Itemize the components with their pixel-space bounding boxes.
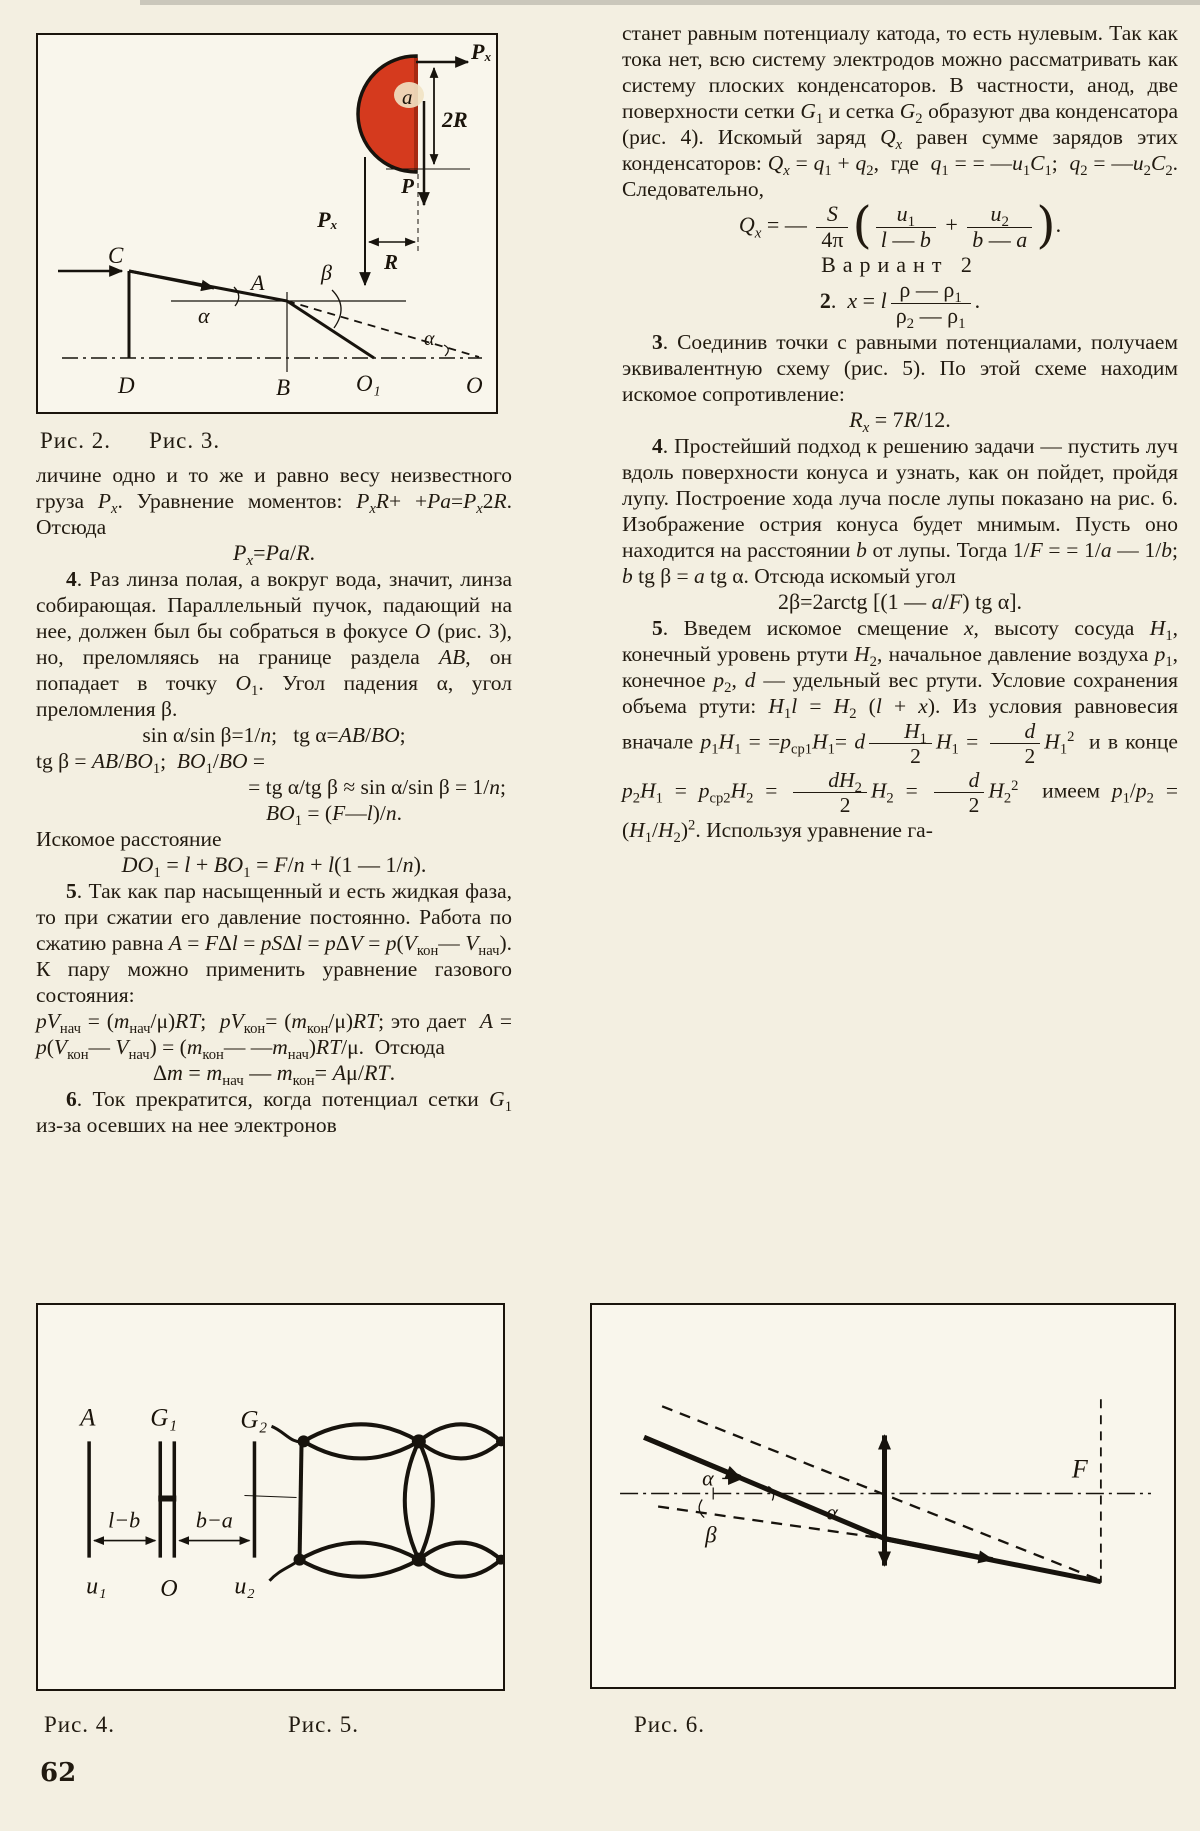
equation-line: = tg α/tg β ≈ sin α/sin β = 1/n; [248,775,506,799]
paragraph: личине одно и то же и равно весу неизвестного груза $P_x$. Уравнение моментов: $P_xR+ +Pa=P_x2R$. Отсюда [36,463,512,539]
paragraph-item-5: 5. Так как пар насыщенный и есть жидкая фаза, то при сжатии его давление постоянно. Работа по сжатию равна $A = F\Delta l = pS\Delta l = p\Delta V = p(V_{кон}—$ $V_{нач}$). К пару можно применить уравнение газового состояния: [36,879,512,1007]
equation-line: $BO_1$ = (F—l)/n. [266,801,402,830]
label-px-top: Pₓ [471,39,492,64]
caption-fig4-text: Рис. 4. [44,1712,116,1737]
refracted-ray-arrowhead [885,1539,993,1560]
label-beta: β [705,1521,717,1548]
alpha-right-arc [444,345,448,356]
caption-fig6-text: Рис. 6. [634,1712,706,1737]
label-r: R [384,250,399,274]
formula-rx: $R_x = 7R/12$. [849,406,951,436]
paragraph-item-4: 4. Простейший подход к решению задачи — пустить луч вдоль поверхности конуса и узнать, как он пойдет, пройдя лупу. Построение хода луча после лупы показано на рис. 6. Изображение острия конуса будет мнимым. Пусть оно находится на расстоянии b от лупы. Тогда 1/F = = 1/a — 1/b; b tg β = a tg α. Отсюда искомый угол [622,433,1178,588]
equation-line: tg $\beta = AB/BO_1$; $BO_1/BO$ = [36,749,266,778]
label-p: P [401,174,414,198]
red-half-disk [358,56,416,172]
label-plate-g1: G₁ [150,1404,178,1432]
label-b-minus-a: b−a [195,1507,233,1533]
formula-px: $P_x=Pa/R$. [232,540,316,570]
callout-line [244,1495,296,1497]
label-alpha-top: α [702,1465,714,1491]
label-f: F [1071,1454,1088,1484]
caption-fig5 [288,1712,359,1738]
paragraph-item-5: 5. Введем искомое смещение x, высоту сосуда $H_1$, конечный уровень ртути $H_2$, начальное давление воздуха $p_1$, конечное $p_2$, d — удельный вес ртути. Условие сохранения объема ртути: $H_1l = H_2$ (l + x). Из условия равновесия вначале $p_1H_1 = =p_{ср1}H_1= d$ $\frac{H_1}{2}$ $H_1$ = $\frac{d}{2}$ $H_1^2$ и в конце $p_2H_1 = p_{ср2}H_2$ = $\frac{dH_2}{2}$ $H_2$ = $\frac{d}{2}$ $H_2^2$ имеем $p_1/p_2 = (H_1/H_2)^2$. Используя уравнение га- [622,615,1179,846]
label-plate-a: A [80,1404,96,1432]
variant-2-heading: Вариант 2 [821,252,979,278]
figure-box-2-3 [36,33,498,414]
equation-line: sin α/sin β=1/n; tg α=AB/BO; [142,723,406,747]
undeviated-dashed-ray [287,301,479,357]
paragraph-item-3: 3. Соединив точки с равными потенциалами, получаем эквивалентную схему (рис. 5). По этой схеме находим искомое сопротивление: [622,329,1178,406]
label-beta: β [321,260,332,285]
label-point-a: A [251,270,265,295]
figure-6-diagram [592,1305,1174,1687]
caption-fig4 [44,1712,115,1738]
formula-do1: $DO_1 = l + BO_1 = F/n + l(1$ — 1/n). [121,852,427,882]
paragraph-item-6: 6. Ток прекратится, когда потенциал сетки $G_1$ из-за осевших на нее электронов [36,1087,512,1137]
left-column [36,462,512,1138]
formula-2beta: 2β=2arctg [(1 — a/F) tg α]. [777,588,1023,614]
formula-dm: $\Delta m = m_{нач}$ — $m_{кон}= A\mu/RT$. [152,1060,396,1090]
right-column [622,20,1179,846]
label-plate-g2: G₂ [240,1406,268,1434]
incident-ray-arrowhead [644,1437,740,1477]
label-2r: 2R [442,107,468,132]
label-o-origin: O [160,1575,178,1602]
label-c: C [108,243,124,268]
label-l-minus-b: l−b [108,1507,141,1533]
label-u1: u₁ [86,1573,107,1600]
caption-fig5-text: Рис. 5. [288,1712,360,1737]
page-number: 62 [40,1758,77,1788]
label-alpha-right: α [424,328,435,350]
label-alpha-left: α [198,303,210,328]
paragraph: $pV_{нач} = (m_{нач}/\mu)RT$; $pV_{кон}= (m_{кон}/\mu)RT$; это дает $A = p(V_{кон}—$ $V_{нач}$) = ($m_{кон}—$ $—m_{нач})RT/\mu$. Отсюда [36,1009,512,1064]
refracted-ray [287,301,374,358]
label-a: a [402,85,413,109]
label-point-o: O [466,373,483,398]
beta-arc [699,1500,704,1518]
label-alpha-mid: α [826,1499,838,1525]
beta-arc [332,290,341,328]
figure-4-5-diagram [38,1305,503,1689]
caption-fig2: Рис. 2. [40,428,112,453]
label-point-o1: O₁ [356,371,381,396]
formula-x: 2. x = l $\frac{\rho — \rho_1}{\rho_2 — \rho_1}$ . [819,277,981,333]
figure-2-3-diagram [38,35,496,412]
caption-fig3: Рис. 3. [149,428,221,453]
caption-fig6 [634,1712,705,1738]
caption-fig-2-3 [40,428,258,454]
formula-qx: $Q_x$ = — $\frac{S}{4\pi}$ ( $\frac{u_1}{l — b}$ + $\frac{u_2}{b — a}$ ). [738,196,1062,255]
label-u2: u₂ [234,1573,255,1600]
label-point-b: B [276,375,291,400]
label-point-d: D [118,373,135,398]
paragraph: Искомое расстояние [36,827,222,851]
figure-box-4-5 [36,1303,505,1691]
scan-artifact-streak [140,0,1200,5]
paragraph: станет равным потенциалу катода, то есть нулевым. Так как тока нет, всю систему электродов можно рассматривать как систему плоских конденсаторов. В частности, анод, две поверхности сетки $G_1$ и сетка $G_2$ образуют два конденсатора (рис. 4). Искомый заряд $Q_x$ равен сумме зарядов этих конденсаторов: $Q_x = q_1 + q_2$, где $q_1$ = = $—u_1C_1$; $q_2$ = $—u_2C_2$. Следовательно, [622,21,1178,201]
label-px-side: Pₓ [317,207,338,232]
figure-box-6 [590,1303,1176,1689]
paragraph-item-4: 4. Раз линза полая, а вокруг вода, значит, линза собирающая. Параллельный пучок, падающий на нее, должен был бы собраться в фокусе O (рис. 3), но, преломляясь на границе раздела AB, он попадает в точку $O_1$. Угол падения α, угол преломления β. [36,567,512,721]
